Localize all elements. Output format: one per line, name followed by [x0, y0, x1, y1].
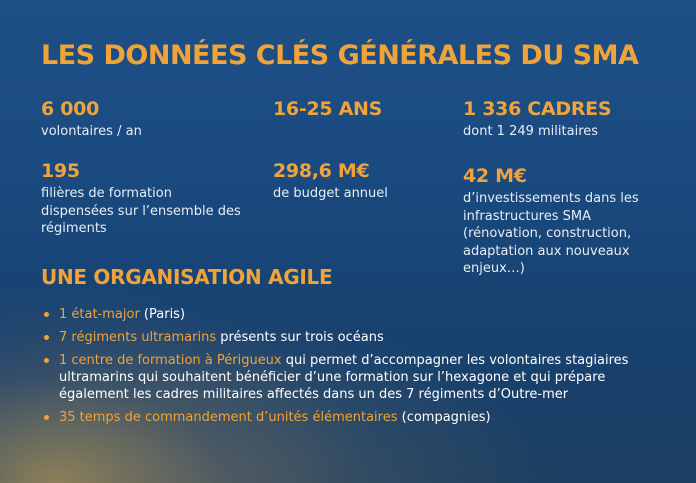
stat-cadres: [463, 98, 611, 141]
list-item: [44, 409, 664, 426]
stat-value: 195: [41, 160, 80, 182]
stat-value: 42 M€: [463, 165, 527, 187]
stat-investissements: [463, 165, 653, 278]
page-title: LES DONNÉES CLÉS GÉNÉRALES DU SMA: [41, 40, 639, 71]
stat-desc: dont 1 249 militaires: [463, 124, 599, 139]
stat-value: 298,6 M€: [273, 160, 370, 182]
bullet-icon: [44, 312, 49, 317]
list-item: [44, 352, 664, 403]
stat-value: 6 000: [41, 98, 99, 120]
list-item: [44, 329, 664, 346]
bullet-icon: [44, 335, 49, 340]
list-item-text: présents sur trois océans: [216, 330, 384, 345]
list-item-text: (compagnies): [397, 410, 491, 425]
list-item-highlight: 7 régiments ultramarins: [59, 330, 217, 345]
stat-filieres: [41, 160, 241, 238]
stat-age: [273, 98, 382, 120]
list-item-text: qui permet d’accompagner les volontaires stagiaires ultramarins qui souhaitent bénéficier d’une formation sur l’hexagone et qui prépare également les cadres militaires affectés dans un des 7 régiments d’Outre-mer: [59, 353, 629, 402]
stat-volontaires: [41, 98, 142, 141]
stat-desc: de budget annuel: [273, 186, 388, 201]
list-item-text: (Paris): [139, 307, 186, 322]
bullet-icon: [44, 415, 49, 420]
bullet-icon: [44, 358, 49, 363]
stat-budget: [273, 160, 423, 203]
list-item-highlight: 1 centre de formation à Périgueux: [59, 353, 282, 368]
list-item-highlight: 35 temps de commandement d’unités élémentaires: [59, 410, 398, 425]
stat-desc: filières de formation dispensées sur l’ensemble des régiments: [41, 186, 241, 236]
organisation-list: [44, 306, 664, 432]
stat-desc: volontaires / an: [41, 124, 142, 139]
section-title: UNE ORGANISATION AGILE: [41, 265, 333, 289]
stat-value: 1 336 CADRES: [463, 98, 612, 120]
list-item-highlight: 1 état-major: [59, 307, 140, 322]
list-item: [44, 306, 664, 323]
stat-value: 16-25 ANS: [273, 98, 382, 120]
stat-desc: d’investissements dans les infrastructures SMA (rénovation, construction, adaptation aux nouveaux enjeux…): [463, 191, 639, 276]
